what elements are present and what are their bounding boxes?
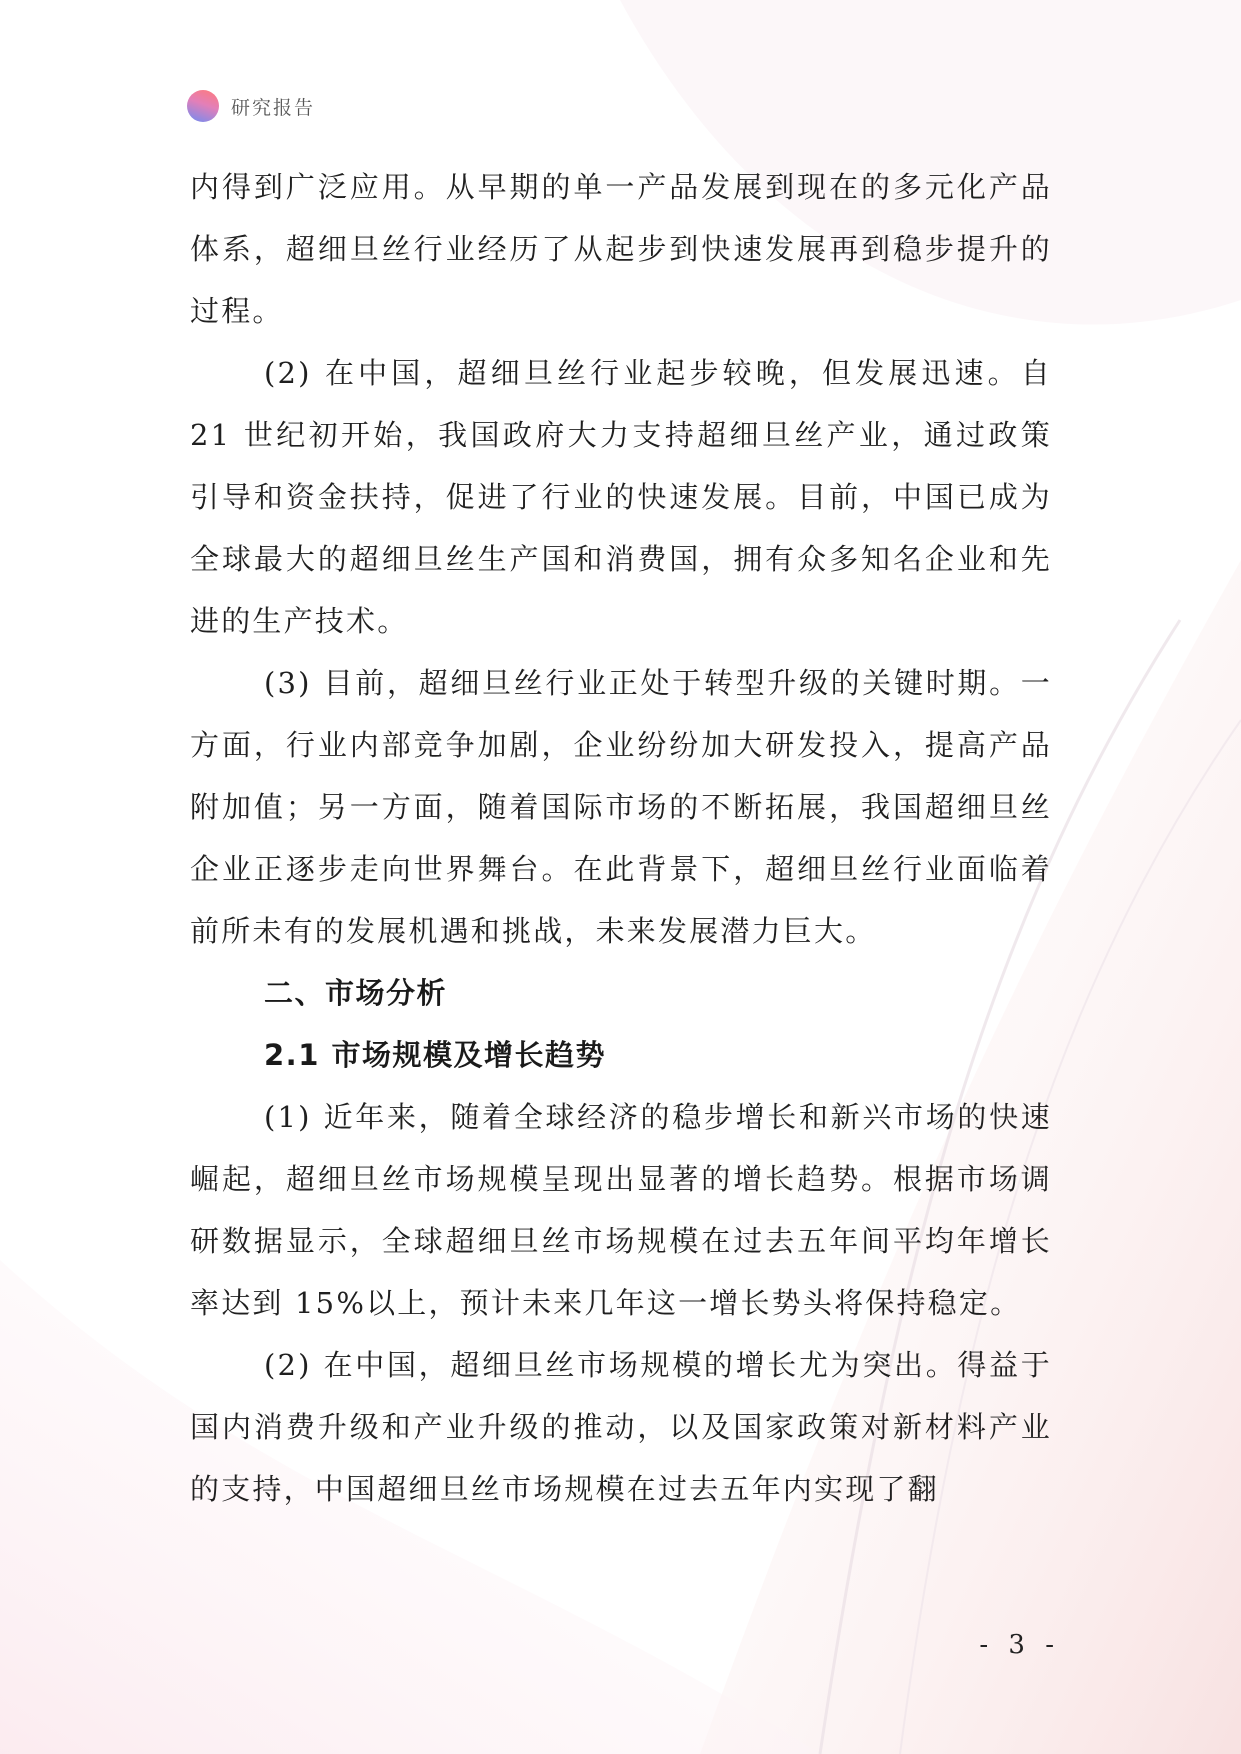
paragraph: (1) 近年来，随着全球经济的稳步增长和新兴市场的快速崛起，超细旦丝市场规模呈现出显著的增长趋势。根据市场调研数据显示，全球超细旦丝市场规模在过去五年间平均年增长率达到 15%以上，预计未来几年这一增长势头将保持稳定。	[190, 1100, 1052, 1320]
page-number: - 3 -	[979, 1630, 1060, 1660]
paragraph: (2) 在中国，超细旦丝行业起步较晚，但发展迅速。自 21 世纪初开始，我国政府大力支持超细旦丝产业，通过政策引导和资金扶持，促进了行业的快速发展。目前，中国已成为全球最大的超细旦丝生产国和消费国，拥有众多知名企业和先进的生产技术。	[190, 356, 1052, 638]
report-header	[187, 88, 315, 124]
logo-icon	[187, 90, 219, 122]
paragraph: 内得到广泛应用。从早期的单一产品发展到现在的多元化产品体系，超细旦丝行业经历了从起步到快速发展再到稳步提升的过程。	[190, 170, 1052, 328]
section-heading: 二、市场分析	[264, 976, 448, 1010]
paragraph: (3) 目前，超细旦丝行业正处于转型升级的关键时期。一方面，行业内部竞争加剧，企业纷纷加大研发投入，提高产品附加值；另一方面，随着国际市场的不断拓展，我国超细旦丝企业正逐步走向世界舞台。在此背景下，超细旦丝行业面临着前所未有的发展机遇和挑战，未来发展潜力巨大。	[190, 666, 1052, 948]
subsection-heading: 2.1 市场规模及增长趋势	[264, 1038, 606, 1072]
document-body	[190, 156, 1052, 1520]
header-title: 研究报告	[231, 96, 316, 119]
paragraph: (2) 在中国，超细旦丝市场规模的增长尤为突出。得益于国内消费升级和产业升级的推动，以及国家政策对新材料产业的支持，中国超细旦丝市场规模在过去五年内实现了翻	[190, 1348, 1052, 1506]
